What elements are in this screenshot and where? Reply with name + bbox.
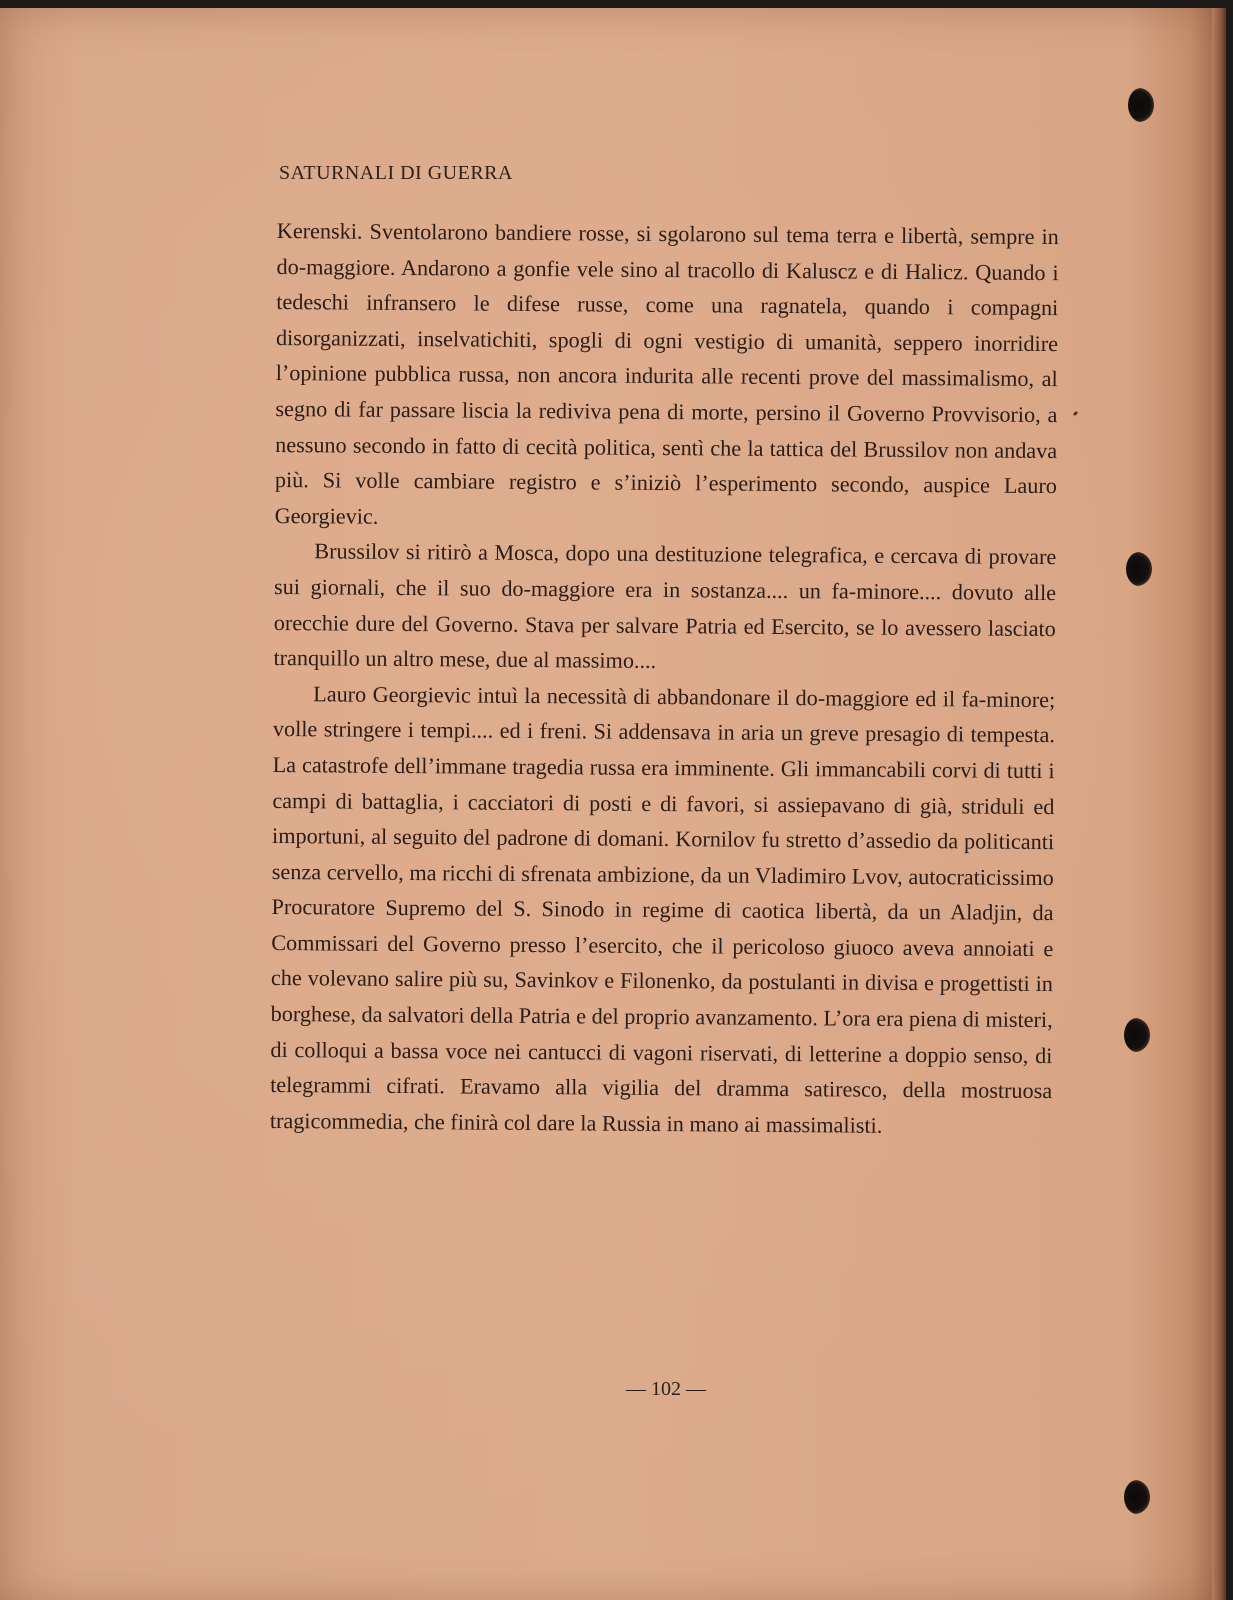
paper-speck <box>1073 411 1079 417</box>
running-title: SATURNALI DI GUERRA <box>279 162 513 184</box>
binding-hole-icon <box>1126 552 1152 586</box>
binding-hole-icon <box>1128 88 1154 122</box>
binding-hole-icon <box>1124 1018 1150 1052</box>
page-edge <box>1212 8 1226 1600</box>
paragraph: Lauro Georgievic intuì la necessità di abbandonare il do-maggiore ed il fa-minore; volle stringere i tempi.... ed i freni. Si addensava in aria un greve presagio di tempesta. La catastrofe dell’immane tragedia russa era imminente. Gli immancabili corvi di tutti i campi di battaglia, i cacciatori di posti e di favori, si assiepavano di già, striduli ed importuni, al seguito del padrone di domani. Kornilov fu stretto d’assedio da politicanti senza cervello, ma ricchi di sfrenata ambizione, da un Vladimiro Lvov, autocraticissimo Procuratore Supremo del S. Sinodo in regime di caotica libertà, da un Aladjin, da Commissari del Governo presso l’esercito, che il pericoloso giuoco aveva annoiati e che volevano salire più su, Savinkov e Filonenko, da postulanti in divisa e progettisti in borghese, da salvatori della Patria e del proprio avanzamento. L’ora era piena di misteri, di colloqui a bassa voce nei cantucci di vagoni riservati, di letterine a doppio senso, di telegrammi cifrati. Eravamo alla vigilia del dramma satiresco, della mostruosa tragicommedia, che finirà col dare la Russia in mano ai massimalisti. <box>269 681 1056 1138</box>
page-number: — 102 — <box>626 1378 706 1400</box>
binding-hole-icon <box>1124 1480 1150 1514</box>
body-text <box>270 213 1059 1145</box>
paragraph: Kerenski. Sventolarono bandiere rosse, si sgolarono sul tema terra e libertà, sempre in do-maggiore. Andarono a gonfie vele sino al tracollo di Kaluscz e di Halicz. Quando i tedeschi infransero le difese russe, come una ragnatela, quando i compagni disorganizzati, inselvatichiti, spogli di ogni vestigio di umanità, seppero inorridire l’opinione pubblica russa, non ancora indurita alle recenti prove del massimalismo, al segno di far passare liscia la rediviva pena di morte, persino il Governo Provvisorio, a nessuno secondo in fatto di cecità politica, sentì che la tattica del Brussilov non andava più. Si volle cambiare registro e s’iniziò l’esperimento secondo, auspice Lauro Georgievic. <box>274 217 1059 529</box>
paragraph: Brussilov si ritirò a Mosca, dopo una destituzione telegrafica, e cercava di provare sui giornali, che il suo do-maggiore era in sostanza.... un fa-minore.... dovuto alle orecchie dure del Governo. Stava per salvare Patria ed Esercito, se lo avessero lasciato tranquillo un altro mese, due al massimo.... <box>273 538 1057 674</box>
scanned-page <box>0 8 1226 1600</box>
